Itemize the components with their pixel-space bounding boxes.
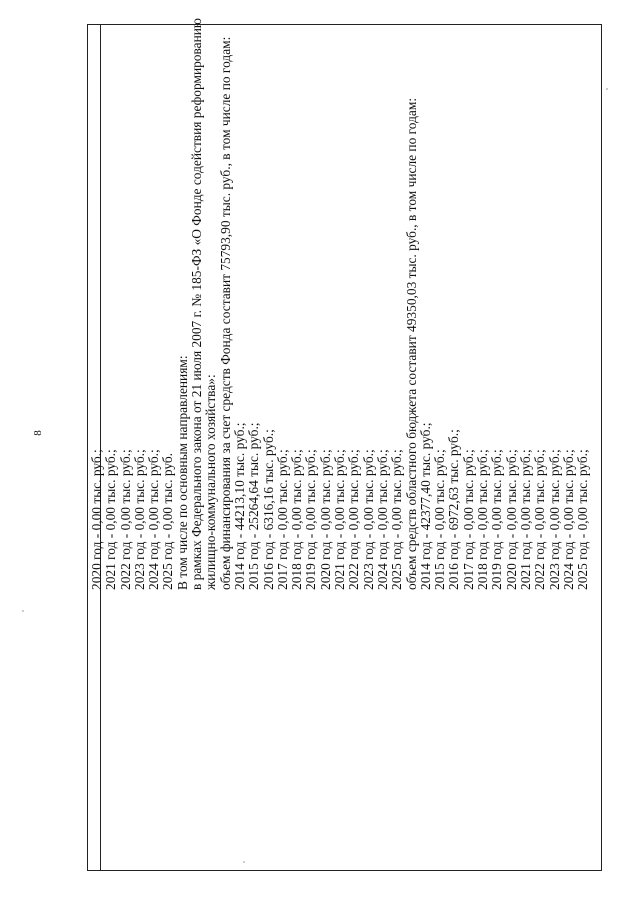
text-line: В том числе по основным направлениям: xyxy=(174,355,190,590)
text-line: 2024 год - 0,00 тыс. руб.; xyxy=(560,449,576,590)
text-line: 2014 год - 44213,10 тыс. руб.; xyxy=(231,422,247,590)
text-line: 2021 год - 0,00 тыс. руб.; xyxy=(332,449,348,590)
funding-table xyxy=(87,18,602,871)
text-line: 2023 год - 0,00 тыс. руб.; xyxy=(131,449,147,590)
text-line: 2015 год - 25264,64 тыс. руб.; xyxy=(246,422,262,590)
text-line: 2015 год - 0,00 тыс. руб.; xyxy=(432,449,448,590)
text-line: 2017 год - 0,00 тыс. руб.; xyxy=(274,449,290,590)
text-line: объем средств областного бюджета составит 49350,03 тыс. руб., в том числе по годам: xyxy=(403,97,419,590)
text-line: 2025 год - 0,00 тыс. руб.; xyxy=(389,449,405,590)
scan-speck xyxy=(606,88,608,90)
text-line: объем финансирования за счет средств Фонда составит 75793,90 тыс. руб., в том числе по годам: xyxy=(217,36,233,590)
text-line: 2018 год - 0,00 тыс. руб.; xyxy=(475,449,491,590)
text-line: в рамках Федерального закона от 21 июля 2007 г. № 185-ФЗ «О Фонде содействия реформированию xyxy=(189,18,205,590)
text-line: 2023 год - 0,00 тыс. руб.; xyxy=(360,449,376,590)
text-line: 2024 год - 0,00 тыс. руб.; xyxy=(146,449,162,590)
text-line: 2019 год - 0,00 тыс. руб.; xyxy=(489,449,505,590)
text-line: 2020 год - 0,00 тыс. руб.; xyxy=(317,449,333,590)
text-line: жилищно-коммунального хозяйства»: xyxy=(203,374,219,590)
text-line: 2022 год - 0,00 тыс. руб.; xyxy=(532,449,548,590)
scan-speck xyxy=(22,610,24,612)
text-line: 2018 год - 0,00 тыс. руб.; xyxy=(289,449,305,590)
text-line: 2022 год - 0,00 тыс. руб.; xyxy=(346,449,362,590)
text-line: 2019 год - 0,00 тыс. руб.; xyxy=(303,449,319,590)
text-line: 2014 год - 42377,40 тыс. руб.; xyxy=(417,422,433,590)
text-line: 2021 год - 0,00 тыс. руб.; xyxy=(103,449,119,590)
page-number: 8 xyxy=(32,430,44,436)
text-line: 2020 год - 0,00 тыс. руб.; xyxy=(503,449,519,590)
text-line: 2023 год - 0,00 тыс. руб.; xyxy=(546,449,562,590)
text-line: 2025 год - 0,00 тыс. руб.; xyxy=(575,449,591,590)
table-container xyxy=(87,18,602,871)
text-line: 2016 год - 6316,16 тыс. руб.; xyxy=(260,429,276,590)
text-line: 2021 год - 0,00 тыс. руб.; xyxy=(517,449,533,590)
text-line: 2017 год - 0,00 тыс. руб.; xyxy=(460,449,476,590)
text-line: 2024 год - 0,00 тыс. руб.; xyxy=(374,449,390,590)
funding-text-column xyxy=(88,18,601,590)
text-line: 2020 год - 0,00 тыс. руб.; xyxy=(89,449,104,590)
text-line: 2016 год - 6972,63 тыс. руб.; xyxy=(446,429,462,590)
text-line: 2022 год - 0,00 тыс. руб.; xyxy=(117,449,133,590)
text-line: 2025 год - 0,00 тыс. руб. xyxy=(160,452,176,590)
